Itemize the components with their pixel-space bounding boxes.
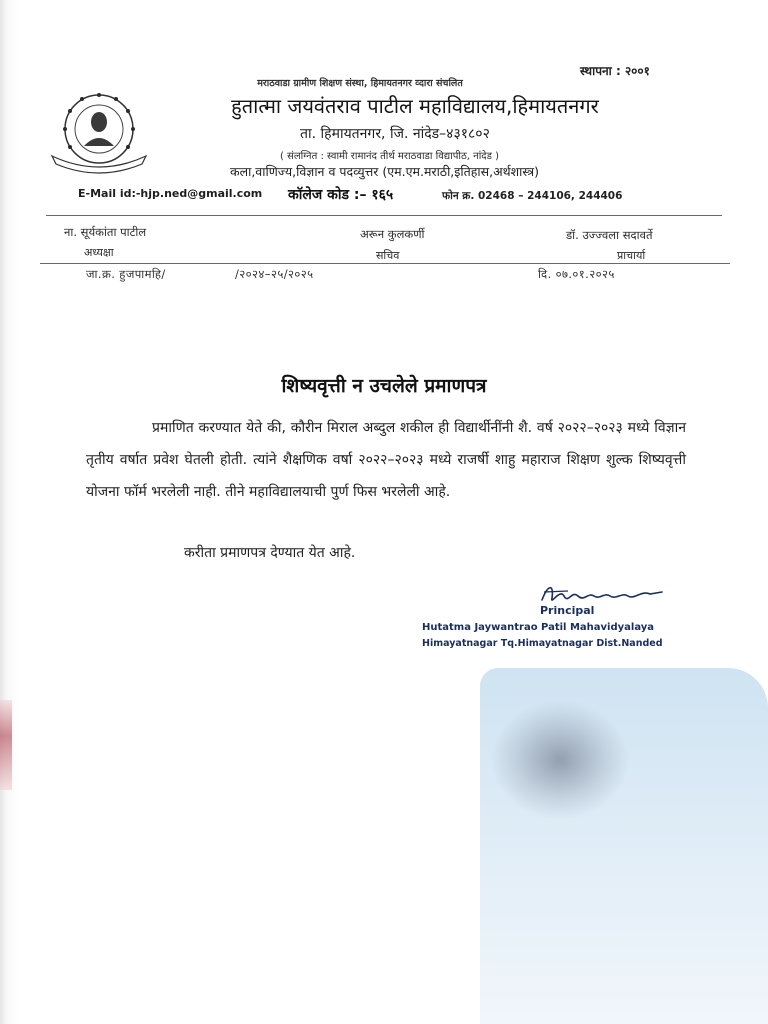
principal-name: डॉ. उज्ज्वला सदावर्ते [566,228,653,242]
outward-prefix: जा.क्र. हुजपामहि/ [86,267,166,281]
faculties: कला,वाणिज्य,विज्ञान व पदव्युत्तर (एम.एम.मराठी,इतिहास,अर्थशास्त्र) [230,164,539,179]
seal-smudge [490,700,630,820]
signatory-address: Himayatnagar Tq.Himayatnagar Dist.Nanded [422,638,663,649]
college-logo-icon [44,86,154,176]
officials-rule [40,263,730,264]
society-name: मराठवाडा ग्रामीण शिक्षण संस्था, हिमायतनगर व्दारा संचलित [257,78,463,89]
college-code: कॉलेज कोड :– १६५ [288,187,394,203]
affiliation: ( संलग्नित : स्वामी रामानंद तीर्थ मराठवाडा विद्यापीठ, नांदेड ) [280,151,500,162]
secretary-role: सचिव [376,249,400,262]
president-name: ना. सूर्यकांता पाटील [64,225,147,239]
outward-number: /२०२४–२५/२०२५ [235,267,314,281]
signatory-college: Hutatma Jaywantrao Patil Mahavidyalaya [422,622,655,633]
phone-number: फोन क्र. 02468 – 244106, 244406 [442,190,623,202]
principal-role: प्राचार्या [617,249,646,262]
signatory-role: Principal [540,604,595,617]
taluka-district: ता. हिमायतनगर, जि. नांदेड–४३१८०२ [300,126,490,142]
establishment-year: स्थापना : २००१ [580,64,650,78]
college-name: हुतात्मा जयवंतराव पाटील महाविद्यालय,हिमायतनगर [231,94,599,118]
letter-date: दि. ०७.०१.२०२५ [538,267,615,281]
certificate-body: प्रमाणित करण्यात येते की, कौरीन मिराल अब्दुल शकील ही विद्यार्थीनींनी शै. वर्ष २०२२–२०२३ मध्ये विज्ञान तृतीय वर्षात प्रवेश घेतली होती. त्यांने शैक्षणिक वर्षा २०२२–२०२३ मध्ये राजर्षी शाहु महाराज शिक्षण शुल्क शिष्यवृत्ती योजना फॉर्म भरलेली नाही. तीने महाविद्यालयाची पुर्ण फिस भरलेली आहे. [86,420,686,500]
president-role: अध्यक्षा [84,246,114,259]
paper-edge-stain [0,700,12,790]
certificate-title: शिष्यवृत्ती न उचलेले प्रमाणपत्र [281,375,487,397]
email-address: E-Mail id:-hjp.ned@gmail.com [78,187,263,200]
header-rule [46,215,722,216]
secretary-name: अरून कुलकर्णी [360,227,425,241]
certificate-closing: करीता प्रमाणपत्र देण्यात येत आहे. [184,545,356,561]
